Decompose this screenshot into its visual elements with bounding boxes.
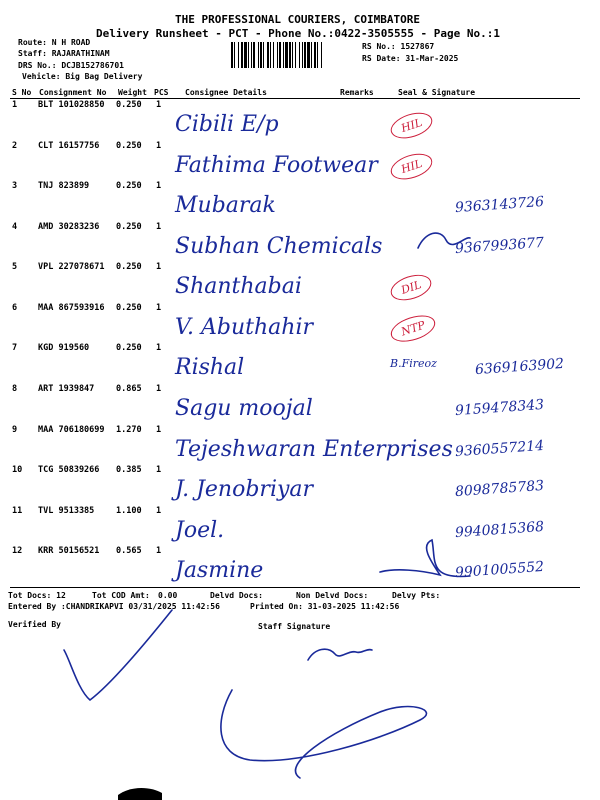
- weight-cell: 0.250: [116, 262, 142, 272]
- pcs-cell: 1: [156, 465, 162, 475]
- seal-stamp: DIL: [387, 270, 435, 305]
- weight-cell: 0.250: [116, 100, 142, 110]
- weight-cell: 1.100: [116, 506, 142, 516]
- pcs-cell: 1: [156, 506, 162, 516]
- phone-handwriting: 9940815368: [454, 518, 545, 542]
- weight-cell: 0.250: [116, 222, 142, 232]
- large-signature-scribble: [221, 690, 427, 778]
- weight-cell: 1.270: [116, 425, 142, 435]
- pcs-cell: 1: [156, 343, 162, 353]
- delivery-points: Delvy Pts:: [392, 591, 441, 600]
- consignment-cell: TNJ 823899: [38, 181, 90, 191]
- pcs-cell: 1: [156, 303, 162, 313]
- sno-cell: 5: [12, 262, 18, 272]
- weight-cell: 0.250: [116, 343, 142, 353]
- printed-on: Printed On: 31-03-2025 11:42:56: [250, 602, 400, 611]
- sno-cell: 9: [12, 425, 18, 435]
- weight-cell: 0.565: [116, 546, 142, 556]
- col-consignment: Consignment No: [39, 88, 107, 97]
- pcs-cell: 1: [156, 546, 162, 556]
- weight-cell: 0.865: [116, 384, 142, 394]
- pcs-cell: 1: [156, 141, 162, 151]
- sno-cell: 10: [12, 465, 23, 475]
- verified-by-label: Verified By: [8, 620, 61, 629]
- sno-cell: 6: [12, 303, 18, 313]
- sno-cell: 7: [12, 343, 18, 353]
- seal-stamp: NTP: [388, 310, 439, 346]
- staff-label: Staff: RAJARATHINAM: [18, 49, 110, 58]
- pcs-cell: 1: [156, 100, 162, 110]
- consignment-cell: KGD 919560: [38, 343, 90, 353]
- consignee-handwriting: Shanthabai: [175, 274, 302, 299]
- sno-cell: 12: [12, 546, 23, 556]
- col-seal-signature: Seal & Signature: [398, 88, 476, 97]
- consignee-handwriting: Subhan Chemicals: [175, 234, 383, 259]
- consignee-handwriting: J. Jenobriyar: [175, 477, 314, 502]
- col-pcs: PCS: [154, 88, 169, 97]
- col-weight: Weight: [118, 88, 147, 97]
- seal-stamp: HIL: [388, 108, 436, 143]
- total-cod-label: Tot COD Amt:: [92, 591, 150, 600]
- bottom-ink-smudge: [118, 788, 162, 800]
- drs-number: DRS No.: DCJB152786701: [18, 61, 124, 70]
- consignee-handwriting: Mubarak: [175, 193, 276, 218]
- pcs-cell: 1: [156, 425, 162, 435]
- phone-handwriting: 9363143726: [454, 193, 545, 217]
- phone-handwriting: 9901005552: [454, 558, 545, 582]
- consignee-handwriting: Fathima Footwear: [175, 153, 378, 178]
- sno-cell: 1: [12, 100, 18, 110]
- phone-handwriting: 6369163902: [474, 355, 565, 379]
- consignment-cell: TVL 9513385: [38, 506, 95, 516]
- staff-signature-label: Staff Signature: [258, 622, 331, 631]
- phone-handwriting: 8098785783: [454, 477, 545, 501]
- consignee-handwriting: Rishal: [175, 355, 245, 380]
- weight-cell: 0.250: [116, 181, 142, 191]
- rs-number: RS No.: 1527867: [362, 42, 435, 51]
- phone-handwriting: 9367993677: [454, 234, 545, 258]
- consignment-cell: AMD 30283236: [38, 222, 100, 232]
- verified-tick-mark: [64, 610, 172, 700]
- consignee-handwriting: Tejeshwaran Enterprises: [175, 437, 453, 462]
- consignment-cell: MAA 867593916: [38, 303, 105, 313]
- rs-date: RS Date: 31-Mar-2025: [362, 54, 459, 63]
- weight-cell: 0.385: [116, 465, 142, 475]
- consignment-cell: BLT 101028850: [38, 100, 105, 110]
- row4-signature-scribble: [418, 233, 470, 248]
- weight-cell: 0.250: [116, 141, 142, 151]
- sno-cell: 2: [12, 141, 18, 151]
- vehicle-label: Vehicle: Big Bag Delivery: [22, 72, 143, 81]
- row12-signature-scribble: [380, 540, 470, 577]
- pcs-cell: 1: [156, 384, 162, 394]
- col-remarks: Remarks: [340, 88, 374, 97]
- seal-stamp: HIL: [388, 149, 436, 184]
- total-cod-value: 0.00: [158, 591, 178, 600]
- non-delivered-docs: Non Delvd Docs:: [296, 591, 369, 600]
- pcs-cell: 1: [156, 222, 162, 232]
- total-docs: Tot Docs: 12: [8, 591, 66, 600]
- runsheet-subtitle: Delivery Runsheet - PCT - Phone No.:0422-3505555 - Page No.:1: [96, 27, 500, 40]
- col-sno: S No: [12, 88, 32, 97]
- consignee-handwriting: V. Abuthahir: [175, 315, 314, 340]
- consignment-cell: CLT 16157756: [38, 141, 100, 151]
- sno-cell: 8: [12, 384, 18, 394]
- phone-handwriting: 9159478343: [454, 396, 545, 420]
- route-label: Route: N H ROAD: [18, 38, 91, 47]
- staff-signature-scribble: [308, 649, 372, 660]
- consignment-cell: ART 1939847: [38, 384, 95, 394]
- delivered-docs: Delvd Docs:: [210, 591, 263, 600]
- consignee-handwriting: Jasmine: [175, 558, 264, 583]
- phone-handwriting: 9360557214: [454, 437, 545, 461]
- consignment-cell: KRR 50156521: [38, 546, 100, 556]
- pcs-cell: 1: [156, 181, 162, 191]
- consignee-handwriting: Cibili E/p: [175, 112, 279, 137]
- sno-cell: 3: [12, 181, 18, 191]
- weight-cell: 0.250: [116, 303, 142, 313]
- consignee-handwriting: Joel.: [175, 518, 225, 543]
- company-title: THE PROFESSIONAL COURIERS, COIMBATORE: [175, 13, 421, 26]
- consignment-cell: TCG 50839266: [38, 465, 100, 475]
- consignment-cell: MAA 706180699: [38, 425, 105, 435]
- seal-stamp: B.Fireoz: [390, 357, 437, 370]
- consignment-cell: VPL 227078671: [38, 262, 105, 272]
- pcs-cell: 1: [156, 262, 162, 272]
- col-consignee: Consignee Details: [185, 88, 267, 97]
- sno-cell: 11: [12, 506, 23, 516]
- entered-by: Entered By :CHANDRIKAPVI 03/31/2025 11:42:56: [8, 602, 220, 611]
- consignee-handwriting: Sagu moojal: [175, 396, 313, 421]
- sno-cell: 4: [12, 222, 18, 232]
